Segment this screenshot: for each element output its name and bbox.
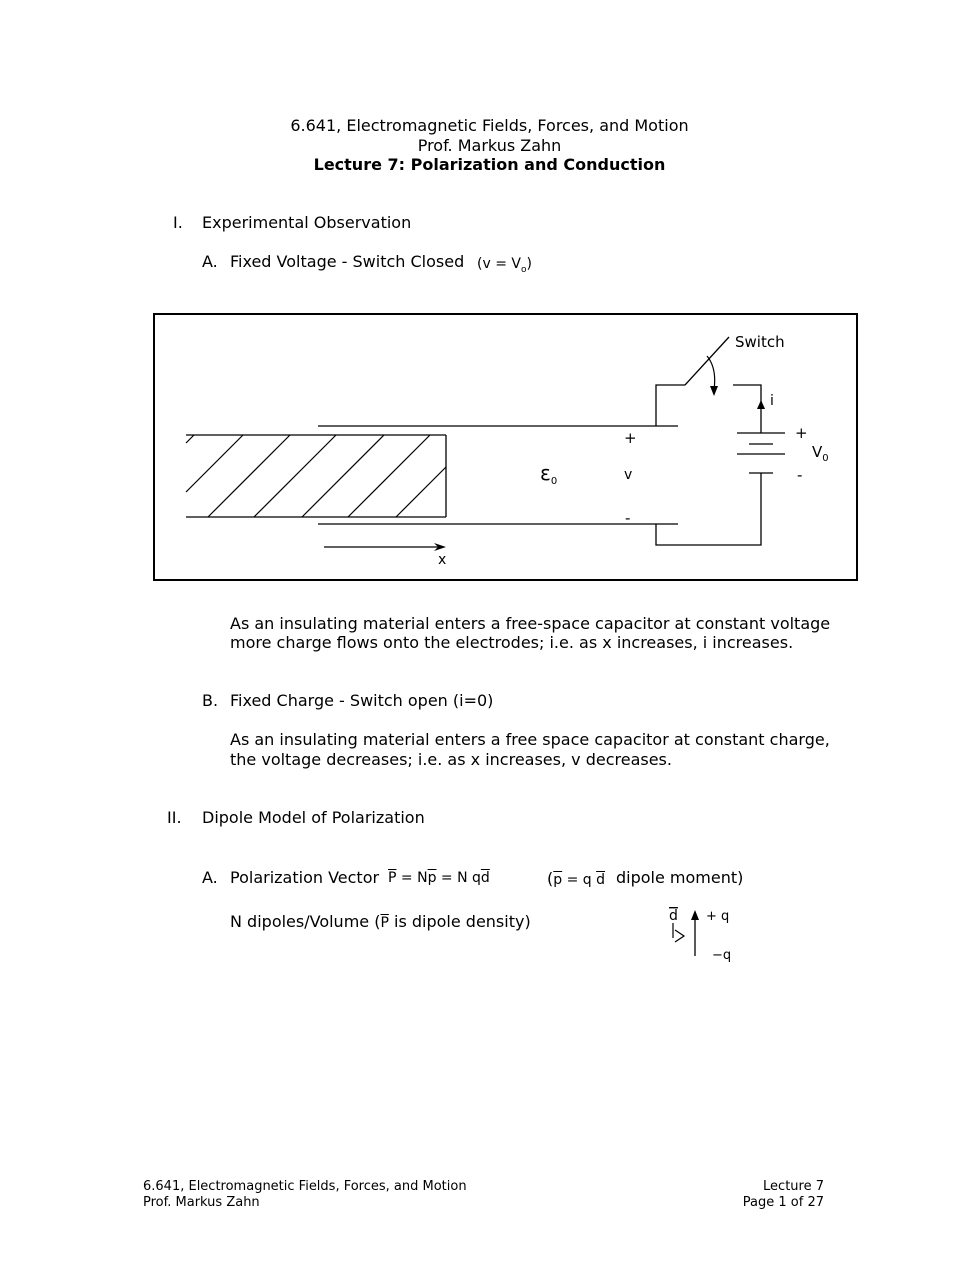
- switch-arrow: [707, 356, 715, 390]
- battery-plus: +: [795, 424, 808, 442]
- minus-q-label: −q: [712, 948, 732, 963]
- dipole-moment-text: dipole moment): [616, 868, 744, 887]
- subsection-1a-letter: A.: [202, 252, 218, 271]
- footer-course: 6.641, Electromagnetic Fields, Forces, and Motion: [143, 1179, 467, 1194]
- paragraph-a-line1: As an insulating material enters a free-space capacitor at constant voltage: [230, 614, 831, 633]
- battery-minus: -: [797, 466, 803, 484]
- subsection-2a-title: Polarization Vector: [230, 868, 380, 887]
- dipole-arrowhead-icon: [691, 910, 699, 920]
- x-label: x: [438, 552, 447, 568]
- gap-voltage: v: [624, 467, 633, 483]
- upper-lead: [656, 385, 685, 426]
- battery-upper-lead: [733, 385, 761, 433]
- paragraph-b-line1: As an insulating material enters a free space capacitor at constant charge,: [230, 730, 830, 749]
- professor-name: Prof. Markus Zahn: [417, 136, 562, 155]
- dipole-moment-equation: ($\overline{p} = q$ $\overline{d}$: [547, 869, 606, 888]
- plus-q-label: + q: [706, 909, 730, 924]
- current-label: i: [770, 393, 774, 409]
- section-1-numeral: I.: [173, 213, 183, 232]
- footer-lecture: Lecture 7: [763, 1179, 824, 1194]
- slab-hatching: [186, 435, 446, 517]
- lower-lead: [656, 473, 761, 545]
- dipole-d-label: d: [669, 908, 678, 924]
- source-label: $V_0$: [812, 443, 829, 464]
- section-2-title: Dipole Model of Polarization: [202, 808, 425, 827]
- dipole-density-line: N dipoles/Volume ($\overline{P}$ is dipole density): [230, 912, 531, 931]
- d-arrow-icon: [675, 930, 684, 942]
- switch-label: Switch: [735, 333, 785, 351]
- subsection-1b-letter: B.: [202, 691, 219, 710]
- gap-plus: +: [624, 429, 637, 447]
- section-2-numeral: II.: [167, 808, 182, 827]
- switch-blade: [685, 337, 729, 385]
- gap-minus: -: [625, 509, 631, 527]
- switch-arrowhead: [710, 386, 718, 396]
- subsection-1a-title: Fixed Voltage - Switch Closed: [230, 252, 465, 271]
- footer-professor: Prof. Markus Zahn: [143, 1195, 260, 1210]
- voltage-condition: $(v = V_o)$: [477, 256, 532, 275]
- epsilon-label: $\varepsilon_0$: [540, 461, 558, 487]
- polarization-equation: $\overline{P} = N\overline{p} = N$ $q\overline{d}$: [388, 870, 490, 886]
- footer-page-number: Page 1 of 27: [742, 1195, 824, 1210]
- paragraph-a-line2: more charge flows onto the electrodes; i.e. as x increases, i increases.: [230, 633, 794, 652]
- subsection-1b-title: Fixed Charge - Switch open (i=0): [230, 691, 494, 710]
- capacitor-figure: [152, 312, 860, 584]
- footer-right: [743, 1179, 824, 1211]
- lecture-title: Lecture 7: Polarization and Conduction: [313, 155, 666, 174]
- footer-left: [143, 1179, 467, 1211]
- dipole-figure: [664, 903, 744, 965]
- paragraph-b-line2: the voltage decreases; i.e. as x increases, v decreases.: [230, 750, 672, 769]
- course-title: 6.641, Electromagnetic Fields, Forces, and Motion: [290, 116, 689, 135]
- figure-frame: [154, 314, 857, 580]
- current-arrow: [757, 400, 765, 409]
- subsection-2a-letter: A.: [202, 868, 218, 887]
- section-1-title: Experimental Observation: [202, 213, 412, 232]
